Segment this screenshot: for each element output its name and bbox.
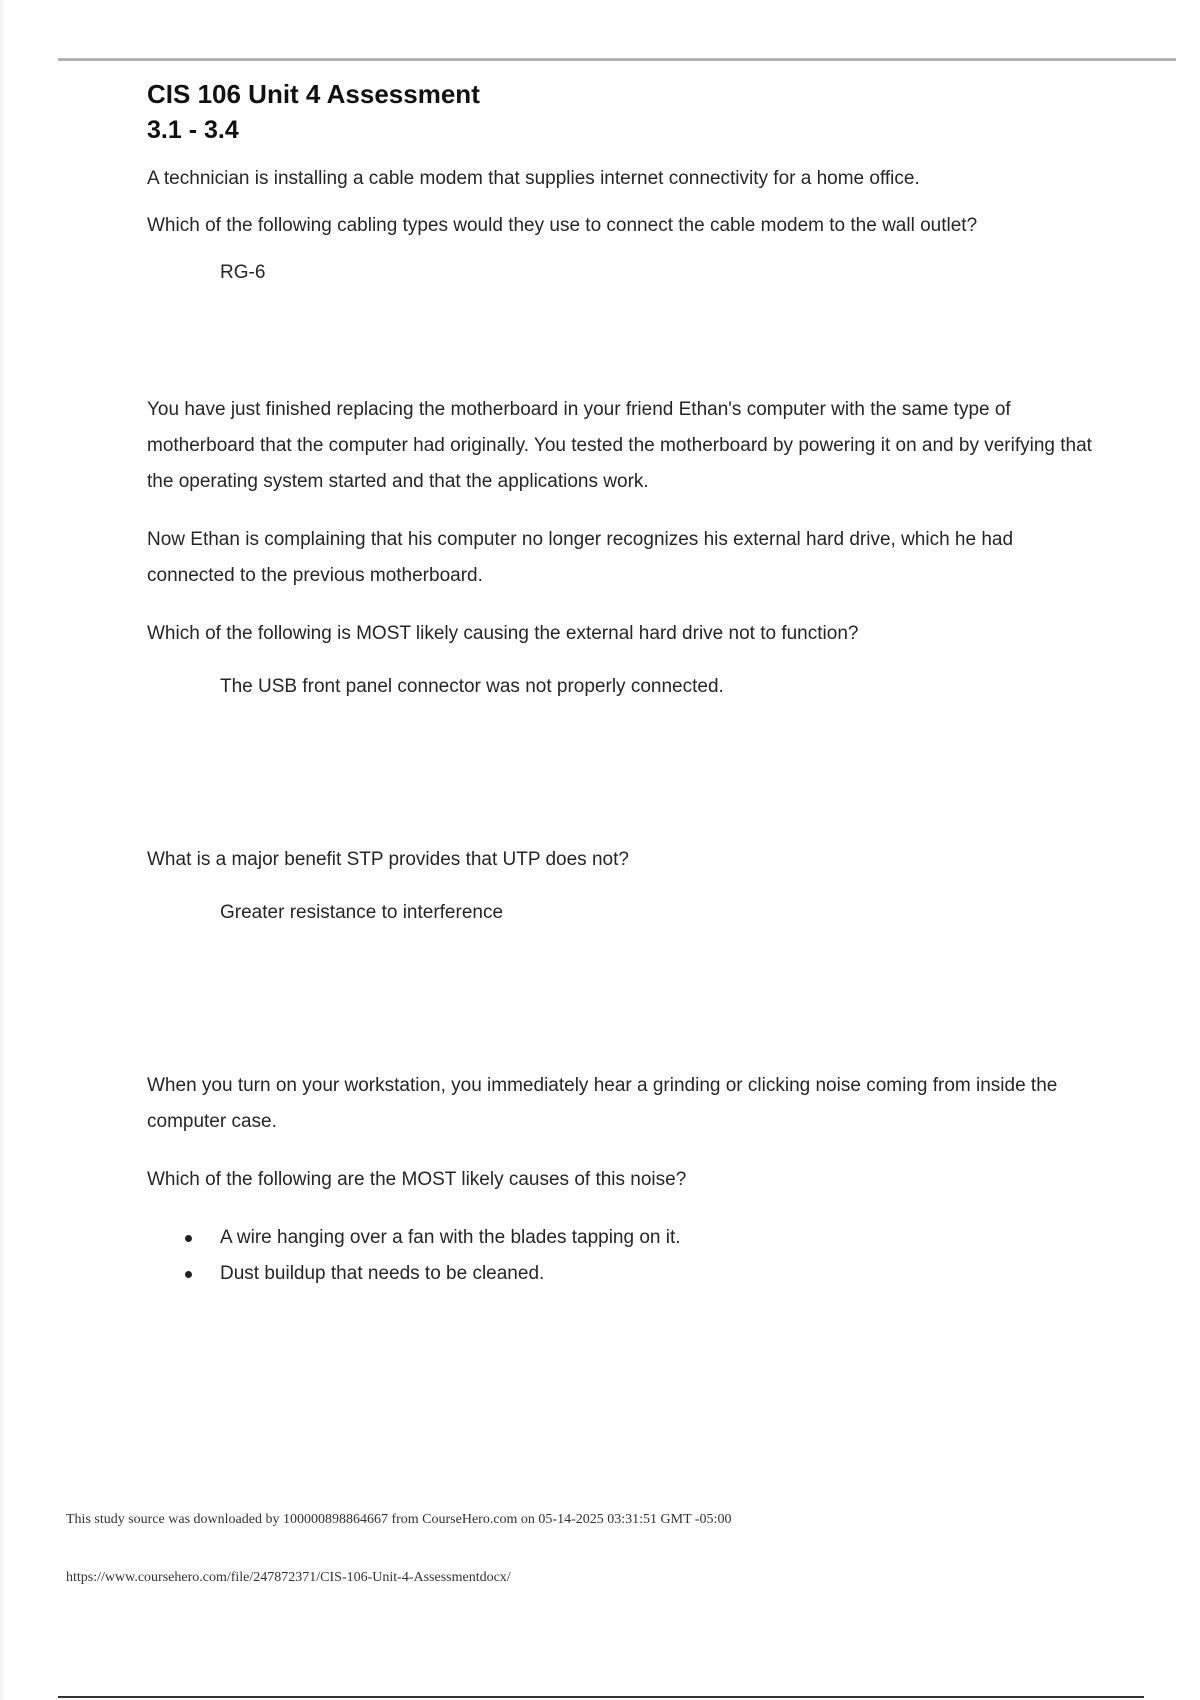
question-1-answer: RG-6: [220, 262, 266, 283]
question-2-answer: The USB front panel connector was not properly connected.: [220, 676, 724, 697]
list-item: [147, 1256, 1097, 1292]
question-3-answer: Greater resistance to interference: [220, 902, 504, 923]
spacer: [147, 285, 1097, 392]
question-1-prompt-1: A technician is installing a cable modem that supplies internet connectivity for a home office.: [147, 168, 920, 189]
question-1-prompt-2: Which of the following cabling types would they use to connect the cable modem to the wall outlet?: [147, 215, 978, 236]
download-source-notice: This study source was downloaded by 100000898864667 from CourseHero.com on 05-14-2025 03:31:51 GMT -05:00: [66, 1512, 732, 1527]
page-bottom-divider: [58, 1696, 1144, 1698]
spacer: [147, 925, 1097, 1068]
document-subtitle: 3.1 - 3.4: [147, 116, 239, 144]
question-2-prompt-3: Which of the following is MOST likely causing the external hard drive not to function?: [147, 623, 859, 644]
source-url-link[interactable]: https://www.coursehero.com/file/247872371/CIS-106-Unit-4-Assessmentdocx/: [66, 1570, 511, 1585]
question-1: [147, 166, 1097, 285]
question-2-prompt-1: You have just finished replacing the motherboard in your friend Ethan's computer with the same type of motherboard that the computer had originally. You tested the motherboard by powering it on and by verifying that the operating system started and that the applications work.: [147, 399, 1092, 492]
question-2-prompt-2: Now Ethan is complaining that his computer no longer recognizes his external hard drive, which he had connected to the previous motherboard.: [147, 529, 1014, 586]
page-top-divider: [58, 58, 1176, 61]
spacer: [147, 699, 1097, 842]
question-4-answer-1: A wire hanging over a fan with the blades tapping on it.: [220, 1227, 681, 1248]
document-title: CIS 106 Unit 4 Assessment: [147, 79, 480, 109]
document-body: [147, 76, 1097, 1292]
bullet-icon: [185, 1235, 192, 1242]
question-4-answer-2: Dust buildup that needs to be cleaned.: [220, 1263, 545, 1284]
question-3: [147, 842, 1097, 925]
page-edge-shadow: [0, 0, 6, 1700]
list-item: [147, 1220, 1097, 1256]
question-4-answer-list: [147, 1220, 1097, 1292]
question-2: [147, 392, 1097, 699]
question-4-prompt-1: When you turn on your workstation, you immediately hear a grinding or clicking noise coming from inside the computer case.: [147, 1075, 1058, 1132]
question-4: [147, 1068, 1097, 1292]
question-4-prompt-2: Which of the following are the MOST likely causes of this noise?: [147, 1169, 687, 1190]
bullet-icon: [185, 1271, 192, 1278]
question-3-prompt-1: What is a major benefit STP provides that UTP does not?: [147, 849, 629, 870]
